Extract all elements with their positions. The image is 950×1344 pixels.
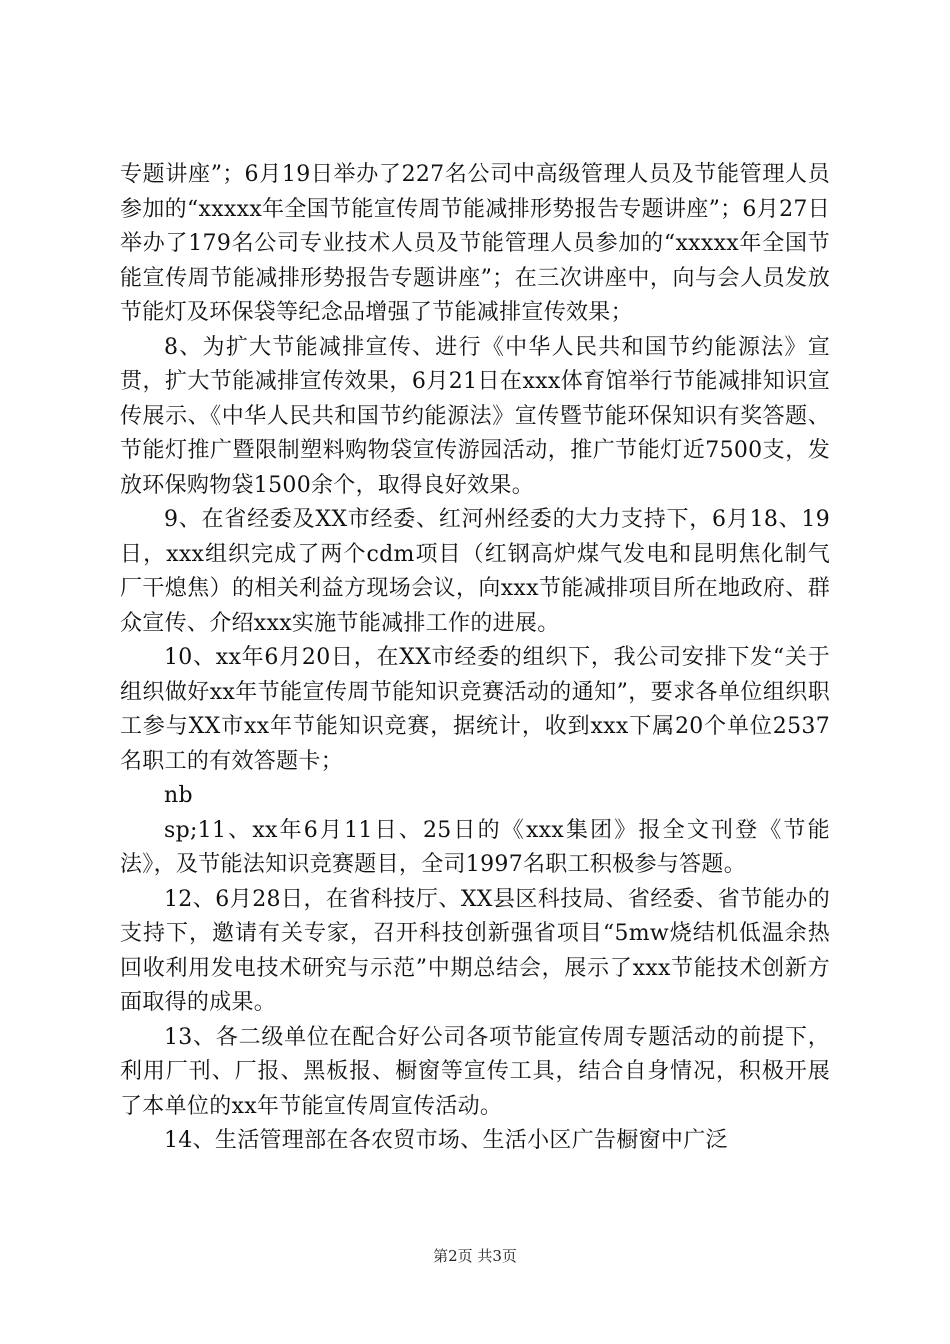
paragraph-item-10: 10、xx年6月20日，在XX市经委的组织下，我公司安排下发“关于组织做好xx年节能宣传周节能知识竞赛活动的通知”，要求各单位组织职工参与XX市xx年节能知识竞赛，据统计，收到xxx下属20个单位2537名职工的有效答题卡； <box>120 645 830 774</box>
paragraph-1: 专题讲座”；6月19日举办了227名公司中高级管理人员及节能管理人员参加的“xxxxx年全国节能宣传周节能减排形势报告专题讲座”；6月27日举办了179名公司专业技术人员及节能管理人员参加的“xxxxx年全国节能宣传周节能减排形势报告专题讲座”；在三次讲座中，向与会人员发放节能灯及环保袋等纪念品增强了节能减排宣传效果； <box>120 162 830 325</box>
paragraph-item-14: 14、生活管理部在各农贸市场、生活小区广告橱窗中广泛 <box>164 1128 728 1153</box>
paragraph-item-9: 9、在省经委及XX市经委、红河州经委的大力支持下，6月18、19日，xxx组织完成了两个cdm项目（红钢高炉煤气发电和昆明焦化制气厂干熄焦）的相关利益方现场会议，向xxx节能减排项目所在地政府、群众宣传、介绍xxx实施节能减排工作的进展。 <box>120 507 830 636</box>
page-footer: 第2页 共3页 <box>433 1247 517 1265</box>
paragraph-fragment-nb: nb <box>164 783 193 808</box>
paragraph-item-13: 13、各二级单位在配合好公司各项节能宣传周专题活动的前提下，利用厂刊、厂报、黑板报、橱窗等宣传工具，结合自身情况，积极开展了本单位的xx年节能宣传周宣传活动。 <box>120 1024 830 1119</box>
paragraph-item-8: 8、为扩大节能减排宣传、进行《中华人民共和国节约能源法》宣贯，扩大节能减排宣传效果，6月21日在xxx体育馆举行节能减排知识宣传展示、《中华人民共和国节约能源法》宣传暨节能环保知识有奖答题、节能灯推广暨限制塑料购物袋宣传游园活动，推广节能灯近7500支，发放环保购物袋1500余个，取得良好效果。 <box>120 334 830 498</box>
paragraph-item-11: sp;11、xx年6月11日、25日的《xxx集团》报全文刊登《节能法》，及节能法知识竞赛题目，全司1997名职工积极参与答题。 <box>120 817 830 877</box>
document-body <box>120 158 830 1159</box>
paragraph-item-12: 12、6月28日，在省科技厅、XX县区科技局、省经委、省节能办的支持下，邀请有关专家，召开科技创新强省项目“5mw烧结机低温余热回收利用发电技术研究与示范”中期总结会，展示了xxx节能技术创新方面取得的成果。 <box>120 886 830 1015</box>
